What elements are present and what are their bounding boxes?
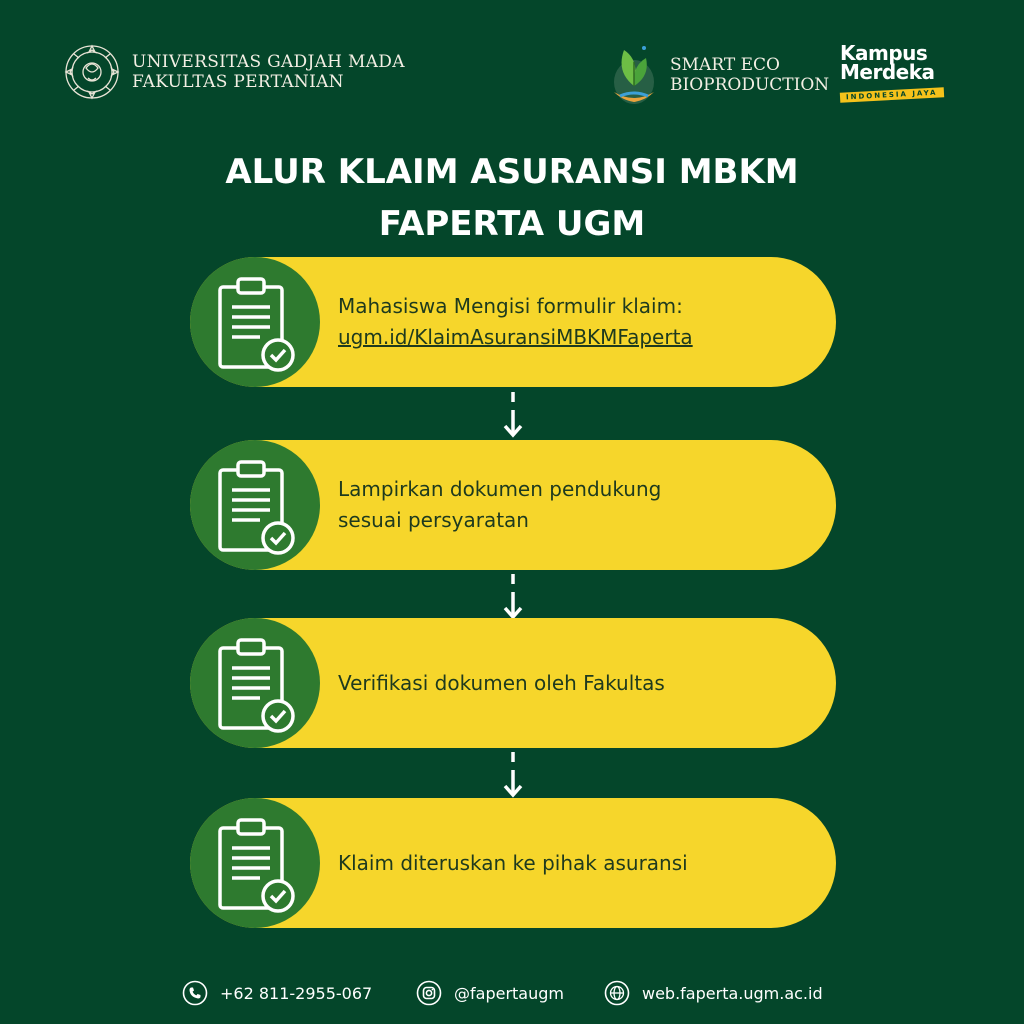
step-2-text-line2: sesuai persyaratan (338, 508, 529, 532)
globe-icon (604, 980, 630, 1006)
university-name: UNIVERSITAS GADJAH MADA (132, 52, 405, 72)
step-4-forward-to-insurer (190, 798, 836, 928)
header (0, 0, 1024, 120)
merdeka-word: Merdeka (840, 60, 935, 84)
indonesia-jaya-tag: INDONESIA JAYA (840, 87, 944, 102)
arrow-down-icon (502, 750, 524, 800)
step-4-text: Klaim diteruskan ke pihak asuransi (338, 850, 688, 875)
partner-name-line2: BIOPRODUCTION (670, 75, 830, 95)
page-title-line2: FAPERTA UGM (378, 204, 646, 244)
arrow-down-icon (502, 390, 524, 440)
clipboard-check-icon (216, 634, 298, 734)
claim-form-link[interactable]: ugm.id/KlaimAsuransiMBKMFaperta (338, 325, 693, 349)
page-title-line1: ALUR KLAIM ASURANSI MBKM (225, 152, 799, 192)
ugm-seal-logo (64, 44, 120, 100)
footer-contacts (0, 980, 1024, 1014)
smart-eco-leaf-logo (606, 42, 662, 108)
instagram-handle: @fapertaugm (454, 983, 564, 1003)
step-icon-circle (190, 440, 320, 570)
kampus-word: Kampus (840, 41, 928, 65)
contact-website[interactable] (604, 980, 823, 1006)
smart-eco-branding (606, 42, 829, 108)
faculty-name: FAKULTAS PERTANIAN (132, 72, 344, 92)
step-3-faculty-verification (190, 618, 836, 748)
contact-phone[interactable] (182, 980, 372, 1006)
phone-number: +62 811-2955-067 (220, 983, 373, 1003)
clipboard-check-icon (216, 814, 298, 914)
kampus-merdeka-logo (840, 41, 958, 104)
phone-icon (182, 980, 208, 1006)
step-icon-circle (190, 618, 320, 748)
partner-name-line1: SMART ECO (670, 55, 780, 75)
arrow-down-icon (502, 572, 524, 622)
step-1-fill-claim-form (190, 257, 836, 387)
step-1-text: Mahasiswa Mengisi formulir klaim: (338, 294, 683, 318)
step-icon-circle (190, 798, 320, 928)
page-title (0, 146, 1024, 250)
clipboard-check-icon (216, 456, 298, 556)
step-2-text-line1: Lampirkan dokumen pendukung (338, 477, 662, 501)
step-icon-circle (190, 257, 320, 387)
ugm-branding (64, 44, 405, 100)
website-url: web.faperta.ugm.ac.id (642, 983, 823, 1003)
step-2-attach-documents (190, 440, 836, 570)
contact-instagram[interactable] (416, 980, 564, 1006)
step-3-text: Verifikasi dokumen oleh Fakultas (338, 670, 665, 695)
clipboard-check-icon (216, 273, 298, 373)
instagram-icon (416, 980, 442, 1006)
